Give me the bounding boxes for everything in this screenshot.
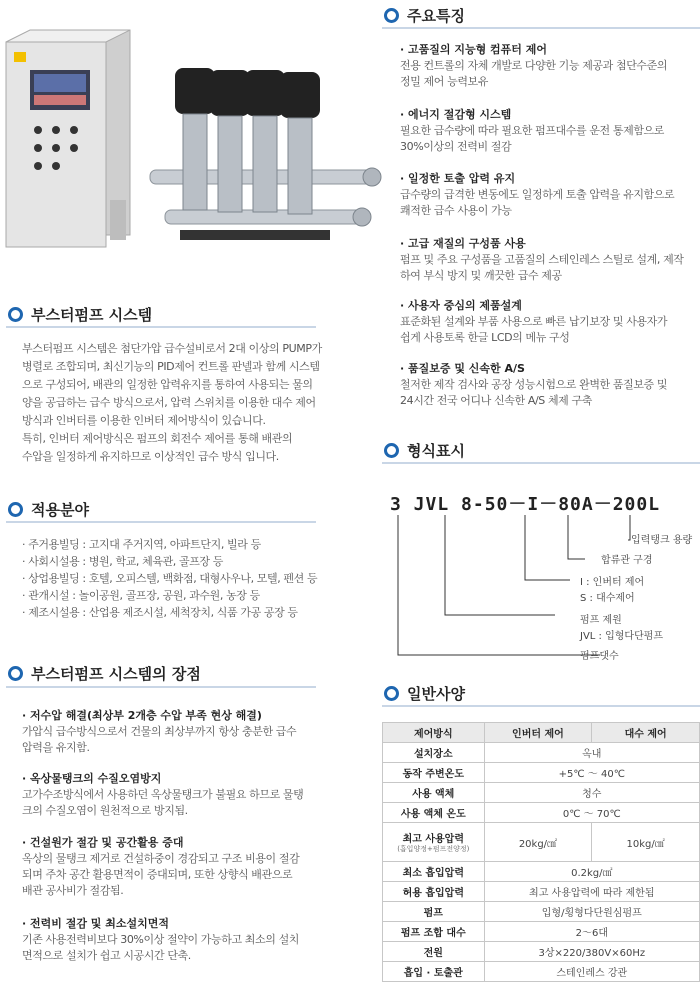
row-label: 사용 액체 xyxy=(383,783,485,803)
feature-line: 24시간 전국 어디나 신속한 A/S 체제 구축 xyxy=(400,394,592,407)
model-label-pump: 펌프 제원 xyxy=(580,615,622,626)
features-title: 주요특징 xyxy=(407,7,465,25)
table-row xyxy=(383,922,700,942)
table-row xyxy=(383,902,700,922)
feature-head: · 일정한 토출 압력 유지 xyxy=(400,172,516,185)
list-item: · 상업용빌딩 : 호텔, 오피스텔, 백화점, 대형사우나, 모텔, 펜션 등 xyxy=(22,572,318,585)
model-title: 형식표시 xyxy=(407,442,465,460)
row-label: 흡입 · 토출관 xyxy=(383,962,485,982)
model-label-count: 펌프댓수 xyxy=(580,651,619,662)
feature-item xyxy=(400,171,674,219)
model-label-control-i: I : 인버터 제어 xyxy=(580,577,645,588)
spec-section-title xyxy=(384,683,465,704)
booster-line: 특히, 인버터 제어방식은 펌프의 회전수 제어를 통해 배관의 xyxy=(22,432,293,445)
advantage-item xyxy=(22,916,299,964)
advantages-section-title xyxy=(8,663,201,684)
table-header-cell: 인버터 제어 xyxy=(484,723,592,743)
advantage-line: 크의 수질오염이 원천적으로 방지됨. xyxy=(22,804,188,817)
bullet-ring-icon xyxy=(384,8,399,23)
advantage-line: 옥상의 물탱크 제거로 건설하중이 경감되고 구조 비용이 절감 xyxy=(22,852,300,865)
feature-head: · 고품질의 지능형 컴퓨터 제어 xyxy=(400,43,548,56)
row-label: 전원 xyxy=(383,942,485,962)
advantage-line: 기존 사용전력비보다 30%이상 절약이 가능하고 최소의 설치 xyxy=(22,933,300,946)
advantages-title: 부스터펌프 시스템의 장점 xyxy=(31,665,201,683)
feature-line: 하여 부식 방지 및 깨끗한 급수 제공 xyxy=(400,269,562,282)
row-label: 펌프 조합 대수 xyxy=(383,922,485,942)
model-label-control-s: S : 대수제어 xyxy=(580,593,635,604)
booster-line: 방식과 인버터를 이용한 인버터 제어방식이 있습니다. xyxy=(22,414,266,427)
applications-list xyxy=(22,536,317,621)
booster-title: 부스터펌프 시스템 xyxy=(31,306,153,324)
table-header-cell: 대수 제어 xyxy=(592,723,700,743)
table-row xyxy=(383,942,700,962)
feature-line: 급수량의 급격한 변동에도 일정하게 토출 압력을 유지함으로 xyxy=(400,188,675,201)
row-value: 청수 xyxy=(484,783,699,803)
product-image xyxy=(0,20,390,265)
row-label: 최소 흡입압력 xyxy=(383,862,485,882)
model-code: 3 JVL 8-50－I－80A－200L xyxy=(390,494,661,515)
section-divider xyxy=(6,521,316,523)
advantage-head: · 건설원가 절감 및 공간활용 증대 xyxy=(22,836,184,849)
feature-item xyxy=(400,298,667,346)
row-value-staged: 10kg/㎠ xyxy=(592,823,700,862)
feature-line: 쉽게 사용토록 한글 LCD의 메뉴 구성 xyxy=(400,331,570,344)
feature-line: 필요한 급수량에 따라 필요한 펌프대수를 운전 통제함으로 xyxy=(400,124,665,137)
row-label: 최고 사용압력 xyxy=(402,834,465,845)
table-header-row xyxy=(383,723,700,743)
feature-item xyxy=(400,107,664,155)
feature-item xyxy=(400,236,684,284)
row-value: 2～6대 xyxy=(484,922,699,942)
row-label-cell xyxy=(383,823,485,862)
section-divider xyxy=(6,326,316,328)
table-header-cell: 제어방식 xyxy=(383,723,485,743)
row-label: 허용 흡입압력 xyxy=(383,882,485,902)
row-label-sub: (흡입양정+펌프전양정) xyxy=(397,845,470,853)
row-value: 최고 사용압력에 따라 제한됨 xyxy=(484,882,699,902)
section-divider xyxy=(382,462,700,464)
bullet-ring-icon xyxy=(384,443,399,458)
spec-table xyxy=(382,722,700,982)
section-divider xyxy=(382,705,700,707)
advantage-line: 가압식 급수방식으로서 건물의 최상부까지 항상 충분한 급수 xyxy=(22,725,297,738)
list-item: · 제조시설용 : 산업용 제조시설, 세척장치, 식품 가공 공장 등 xyxy=(22,606,298,619)
bullet-ring-icon xyxy=(8,502,23,517)
table-row xyxy=(383,783,700,803)
row-value: 0.2kg/㎠ xyxy=(484,862,699,882)
feature-line: 펌프 및 주요 구성품을 고품질의 스테인레스 스틸로 설계, 제작 xyxy=(400,253,684,266)
applications-title: 적용분야 xyxy=(31,501,89,519)
advantage-item xyxy=(22,835,299,899)
table-row xyxy=(383,743,700,763)
row-label: 펌프 xyxy=(383,902,485,922)
advantage-item xyxy=(22,708,296,756)
feature-line: 전용 컨트롤의 자체 개발로 다양한 기능 제공과 첨단수준의 xyxy=(400,59,668,72)
feature-line: 표준화된 설계와 부품 사용으로 빠른 납기보장 및 사용자가 xyxy=(400,315,668,328)
feature-line: 철저한 제작 검사와 공장 성능시험으로 완벽한 품질보증 및 xyxy=(400,378,668,391)
list-item: · 관개시설 : 놀이공원, 골프장, 공원, 과수원, 농장 등 xyxy=(22,589,260,602)
row-value: 스테인레스 강관 xyxy=(484,962,699,982)
spec-title: 일반사양 xyxy=(407,685,465,703)
advantage-line: 면적으로 설치가 쉽고 시공시간 단축. xyxy=(22,949,191,962)
list-item: · 사회시설용 : 병원, 학교, 체육관, 골프장 등 xyxy=(22,555,223,568)
feature-head: · 고급 재질의 구성품 사용 xyxy=(400,237,526,250)
table-row xyxy=(383,882,700,902)
booster-section-title xyxy=(8,304,152,325)
section-divider xyxy=(6,686,316,688)
advantage-line: 배관 공사비가 절감됨. xyxy=(22,884,124,897)
feature-item xyxy=(400,42,667,90)
model-label-tank: 입력탱크 용량 xyxy=(631,535,693,546)
row-value: 입형/횡형다단원심펌프 xyxy=(484,902,699,922)
booster-line: 으로 구성되어, 배관의 일정한 압력유지를 통하여 사용되는 물의 xyxy=(22,378,313,391)
advantage-item xyxy=(22,771,303,819)
feature-head: · 에너지 절감형 시스템 xyxy=(400,108,512,121)
applications-section-title xyxy=(8,499,89,520)
row-label: 설치장소 xyxy=(383,743,485,763)
row-value: 0℃ ～ 70℃ xyxy=(484,803,699,823)
booster-line: 부스터펌프 시스템은 첨단가압 급수설비로서 2대 이상의 PUMP가 xyxy=(22,342,322,355)
feature-line: 정밀 제어 능력보유 xyxy=(400,75,489,88)
booster-line: 병렬로 조합되며, 최신기능의 PID제어 컨트롤 판넬과 함께 시스템 xyxy=(22,360,320,373)
table-row xyxy=(383,962,700,982)
table-row xyxy=(383,763,700,783)
feature-item xyxy=(400,361,667,409)
list-item: · 주거용빌딩 : 고지대 주거지역, 아파트단지, 빌라 등 xyxy=(22,538,261,551)
bullet-ring-icon xyxy=(8,307,23,322)
row-value: 3상×220/380V×60Hz xyxy=(484,942,699,962)
advantage-line: 고가수조방식에서 사용하던 옥상물탱크가 불필요 하므로 물탱 xyxy=(22,788,304,801)
feature-head: · 사용자 중심의 제품설계 xyxy=(400,299,522,312)
model-label-pipe: 합류관 구경 xyxy=(601,555,653,566)
feature-line: 쾌적한 급수 사용이 가능 xyxy=(400,204,512,217)
table-row xyxy=(383,862,700,882)
advantage-head: · 저수압 해결(최상부 2개층 수압 부족 현상 해결) xyxy=(22,709,262,722)
table-row xyxy=(383,823,700,862)
feature-head: · 품질보증 및 신속한 A/S xyxy=(400,362,525,375)
feature-line: 30%이상의 전력비 절감 xyxy=(400,140,512,153)
advantage-head: · 전력비 절감 및 최소설치면적 xyxy=(22,917,170,930)
advantage-head: · 옥상물탱크의 수질오염방지 xyxy=(22,772,162,785)
booster-line: 수압을 일정하게 유지하므로 이상적인 급수 방식 입니다. xyxy=(22,450,279,463)
row-label: 동작 주변온도 xyxy=(383,763,485,783)
row-value-inverter: 20kg/㎠ xyxy=(484,823,592,862)
bullet-ring-icon xyxy=(384,686,399,701)
section-divider xyxy=(382,27,700,29)
model-label-pump-jvl: JVL : 입형다단펌프 xyxy=(580,631,664,642)
booster-line: 양을 공급하는 급수 방식으로서, 압력 스위치를 이용한 대수 제어 xyxy=(22,396,316,409)
model-section-title xyxy=(384,440,465,461)
row-label: 사용 액체 온도 xyxy=(383,803,485,823)
row-value: 옥내 xyxy=(484,743,699,763)
advantage-line: 되며 주차 공간 활용면적이 증대되며, 또한 상향식 배관으로 xyxy=(22,868,293,881)
table-row xyxy=(383,803,700,823)
booster-description xyxy=(22,340,332,466)
features-section-title xyxy=(384,5,465,26)
bullet-ring-icon xyxy=(8,666,23,681)
advantage-line: 압력을 유지함. xyxy=(22,741,90,754)
row-value: +5℃ ～ 40℃ xyxy=(484,763,699,783)
